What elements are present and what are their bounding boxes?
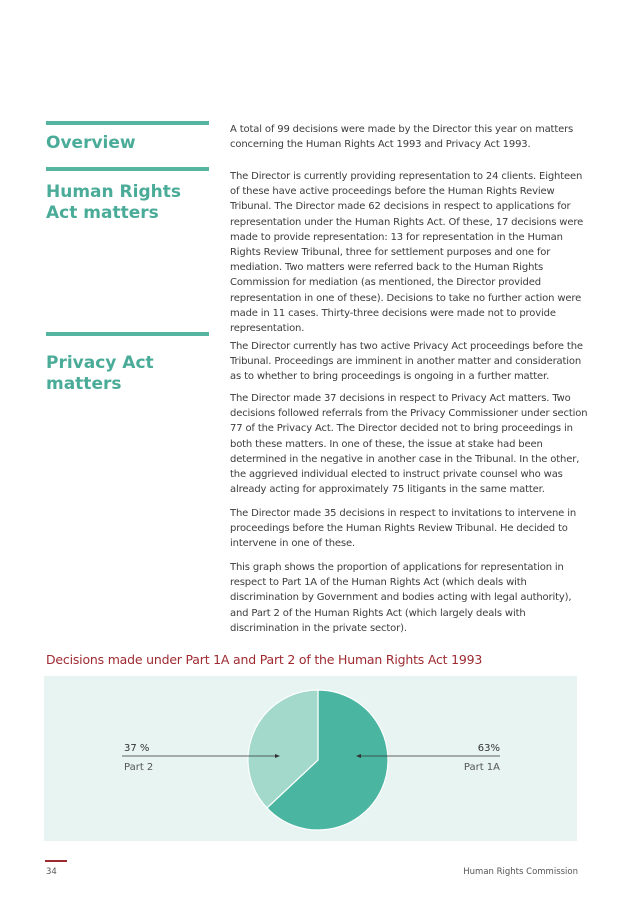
graph-description-paragraph: This graph shows the proportion of applications for representation in respect to Part 1A of the Human Rights Act (which deals with discrimination by Government and bodies acting with legal authority), and Part 2 of the Human Rights Act (which largely deals with discrimination in the private sector). <box>230 562 572 634</box>
slice-value-part-2: 37 % <box>124 743 150 754</box>
hra-paragraph: The Director is currently providing representation to 24 clients. Eighteen of these have active proceedings before the Human Rights Review Tribunal. The Director made 62 decisions in respect to applications for representation under the Human Rights Act. Of these, 17 decisions were made to provide representation: 13 for representation in the Human Rights Review Tribunal, three for settlement purposes and one for mediation. Two matters were referred back to the Human Rights Commission for mediation (as mentioned, the Director provided representation in one of these). Decisions to take no further action were made in 11 cases. Thirty-three decisions were made not to provide representation. <box>230 171 584 335</box>
hra-rule <box>46 167 209 171</box>
chart-panel <box>44 676 577 841</box>
footer-accent-bar <box>45 860 67 862</box>
privacy-paragraph-1: The Director currently has two active Privacy Act proceedings before the Tribunal. Proceedings are imminent in another matter and consideration as to whether to bring proceedings is ongoing in a further matter. <box>230 341 583 383</box>
overview-paragraph: A total of 99 decisions were made by the Director this year on matters concerning the Human Rights Act 1993 and Privacy Act 1993. <box>230 124 574 151</box>
slice-label-part-2: Part 2 <box>124 762 154 773</box>
pie-chart <box>44 676 577 841</box>
privacy-heading: Privacy Act matters <box>46 353 154 394</box>
slice-label-part-1a: Part 1A <box>463 762 500 773</box>
overview-rule <box>46 121 209 125</box>
privacy-rule <box>46 332 209 336</box>
privacy-paragraph-3: The Director made 35 decisions in respect to invitations to intervene in proceedings before the Human Rights Review Tribunal. He decided to intervene in one of these. <box>230 508 577 550</box>
privacy-paragraph-2: The Director made 37 decisions in respect to Privacy Act matters. Two decisions followed referrals from the Privacy Commissioner under section 77 of the Privacy Act. The Director decided not to bring proceedings in both these matters. In one of these, the issue at stake had been determined in the negative in another case in the Tribunal. In the other, the aggrieved individual elected to instruct private counsel who was already acting for approximately 75 litigants in the same matter. <box>230 393 588 496</box>
slice-value-part-1a: 63% <box>477 743 500 754</box>
chart-title: Decisions made under Part 1A and Part 2 of the Human Rights Act 1993 <box>46 652 483 667</box>
hra-heading: Human Rights Act matters <box>46 182 181 223</box>
page-number: 34 <box>46 867 57 877</box>
overview-heading: Overview <box>46 133 136 153</box>
footer-organization: Human Rights Commission <box>463 867 578 877</box>
